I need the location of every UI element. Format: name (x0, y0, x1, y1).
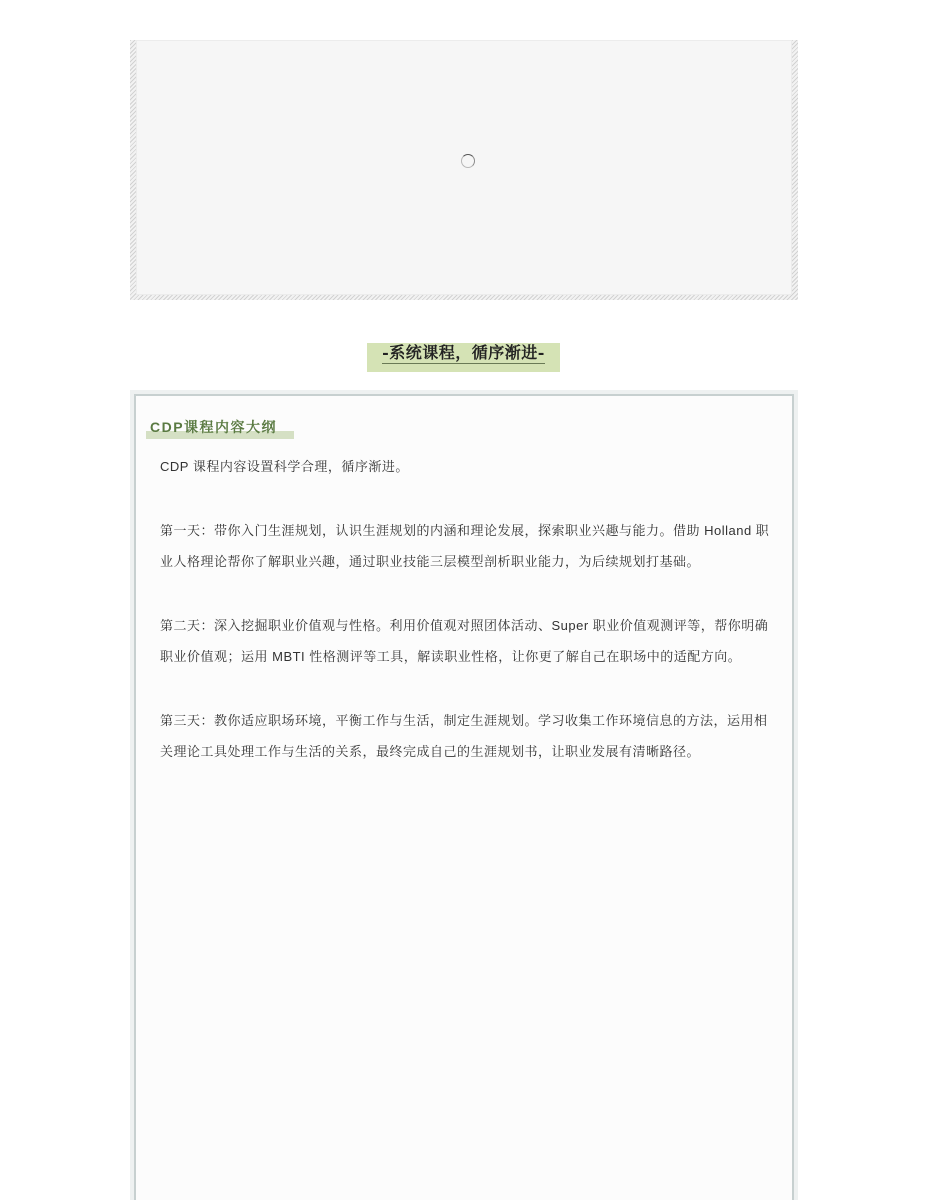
outline-intro: CDP 课程内容设置科学合理，循序渐进。 (160, 459, 409, 474)
outline-body (160, 451, 770, 768)
course-outline-card (130, 390, 798, 1200)
outline-day-3: 第三天：教你适应职场环境，平衡工作与生活，制定生涯规划。学习收集工作环境信息的方法，运用相关理论工具处理工作与生活的关系，最终完成自己的生涯规划书，让职业发展有清晰路径。 (160, 712, 768, 759)
paragraph-spacer (160, 673, 770, 705)
outline-title-wrap (146, 417, 277, 439)
spinner-icon (461, 154, 475, 168)
section-heading: -系统课程，循序渐进- (382, 343, 545, 362)
image-placeholder (130, 40, 798, 300)
outline-day-2: 第二天：深入挖掘职业价值观与性格。利用价值观对照团体活动、Super 职业价值观测评等，帮你明确职业价值观；运用 MBTI 性格测评等工具，解读职业性格，让你更了解自己在职场中的适配方向。 (160, 617, 769, 664)
section-heading-banner (367, 343, 560, 372)
outline-title: CDP课程内容大纲 (150, 419, 278, 435)
outline-day-1: 第一天：带你入门生涯规划，认识生涯规划的内涵和理论发展，探索职业兴趣与能力。借助 Holland 职业人格理论帮你了解职业兴趣，通过职业技能三层模型剖析职业能力，为后续规划打基础。 (160, 522, 770, 569)
image-loading-area (136, 40, 792, 295)
paragraph-spacer (160, 483, 770, 515)
course-outline-card-inner (134, 394, 794, 1200)
paragraph-spacer (160, 578, 770, 610)
